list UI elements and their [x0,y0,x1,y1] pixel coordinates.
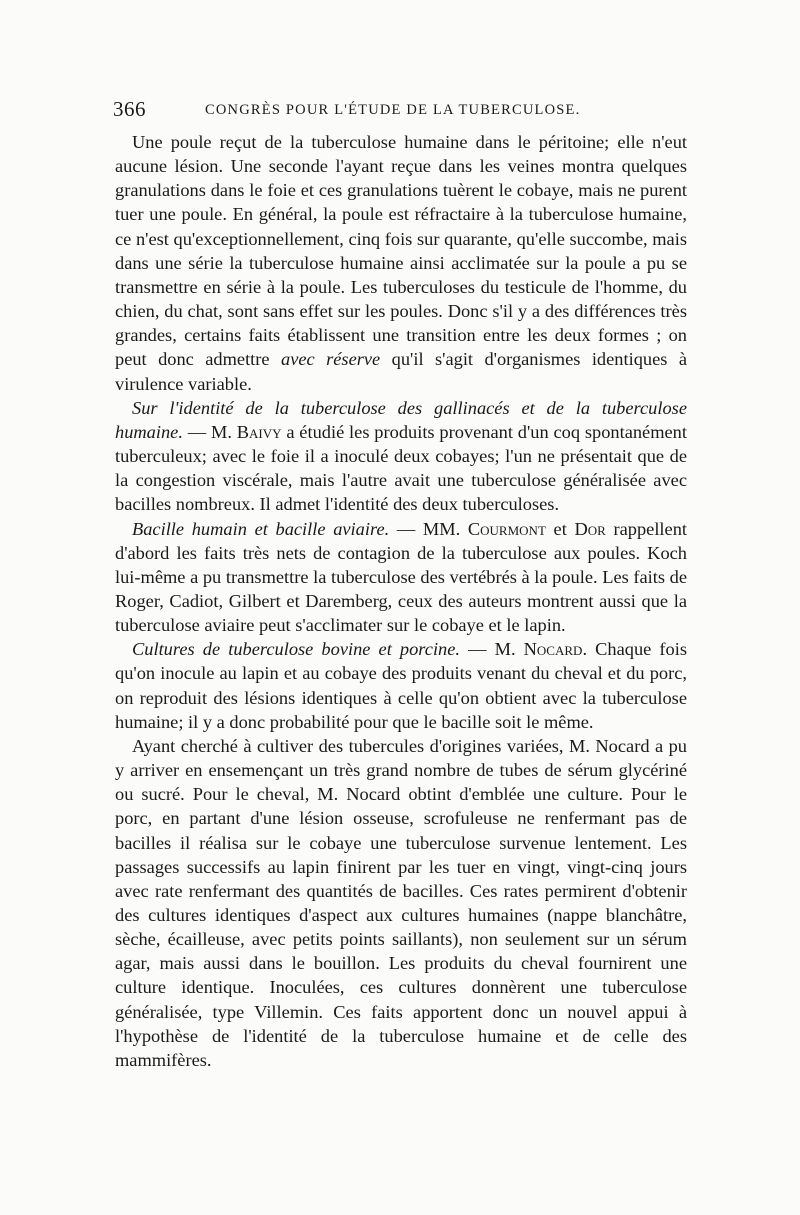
paragraph-text: . Chaque fois qu'on inocule au lapin et au cobaye des produits venant du cheval et du porc, on reproduit des lésions identiques à celle qu'on obtient avec la tuberculose humaine; il y a donc probabilité pour que le bacille soit le même. [115,639,687,732]
italic-phrase: avec réserve [281,349,381,370]
dash: — MM. [389,518,468,539]
author-name: Courmont [467,518,546,539]
section-title: Sur l'identité de la tuberculose des gallinacés et de la tuberculose humaine. [115,397,687,442]
page-header [113,97,693,125]
paragraph-poule [115,130,687,396]
paragraph-text: rappellent d'abord les faits très nets de contagion de la tuberculose aux poules. Koch lui-même a pu transmettre la tuberculose des vertébrés à la poule. Les faits de Roger, Cadiot, Gilbert et Daremberg, ceux des auteurs montrent aussi que la tuberculose aviaire peut s'acclimater sur le cobaye et le lapin. [115,518,688,636]
page-number: 366 [113,97,146,121]
paragraph-text: a étudié les produits provenant d'un coq spontanément tuberculeux; avec le foie il a inoculé deux cobayes; l'un ne présentait que de la congestion viscérale, mais l'autre avait une tuberculose généralisée avec bacilles nombreux. Il admet l'identité des deux tuberculoses. [115,421,687,515]
author-name: Baivy [236,421,282,442]
section-title: Bacille humain et bacille aviaire. [132,518,390,539]
paragraph-cultures [115,637,687,734]
conjunction: et [545,518,575,539]
paragraph-text: Ayant cherché à cultiver des tubercules d'origines variées, M. Nocard a pu y arriver en ensemençant un très grand nombre de tubes de sérum glycériné ou sucré. Pour le cheval, M. Nocard obtint d'emblée une culture. Pour le porc, en partant d'une lésion osseuse, scrofuleuse ne renfermant pas de bacilles il réalisa sur le cobaye une tuberculose survenue lentement. Les passages successifs au lapin finirent par les tuer en vingt, vingt-cinq jours avec rate renfermant des quantités de bacilles. Ces rates permirent d'obtenir des cultures identiques d'aspect aux cultures humaines (nappe blanchâtre, sèche, écailleuse, avec petits points saillants), non seulement sur un sérum agar, mais aussi dans le bouillon. Les produits du cheval fournirent une culture identique. Inoculées, ces cultures donnèrent une tuberculose généralisée, type Villemin. Ces faits apportent donc un nouvel appui à l'hypothèse de l'identité de la tuberculose humaine et de celle des mammifères. [115,735,687,1070]
section-title: Cultures de tuberculose bovine et porcine. [132,639,461,660]
dash: — M. [182,421,237,442]
dash: — M. [460,639,524,660]
paragraph-nocard [115,734,687,1072]
paragraph-bacille [115,517,687,638]
author-name: Nocard [523,639,583,660]
body-text [115,130,687,1072]
paragraph-text: Une poule reçut de la tuberculose humaine dans le péritoine; elle n'eut aucune lésion. Une seconde l'ayant reçue dans les veines montra quelques granulations dans le foie et ces granulations tuèrent le cobaye, mais ne purent tuer une poule. En général, la poule est réfractaire à la tuberculose humaine, ce n'est qu'exceptionnellement, cinq fois sur quarante, qu'elle succombe, mais dans une série la tuberculose humaine ainsi acclimatée sur la poule a pu se transmettre en série à la poule. Les tuberculoses du testicule de l'homme, du chien, du chat, sont sans effet sur les poules. Donc s'il y a des différences très grandes, certains faits établissent une transition entre les deux formes ; on peut donc admettre [115,132,687,370]
running-title: CONGRÈS POUR L'ÉTUDE DE LA TUBERCULOSE. [205,102,581,118]
paragraph-text-end: qu'il s'agit d'organismes identiques à virulence variable. [115,349,687,394]
paragraph-gallinaces [115,396,687,517]
author-name: Dor [574,518,606,539]
